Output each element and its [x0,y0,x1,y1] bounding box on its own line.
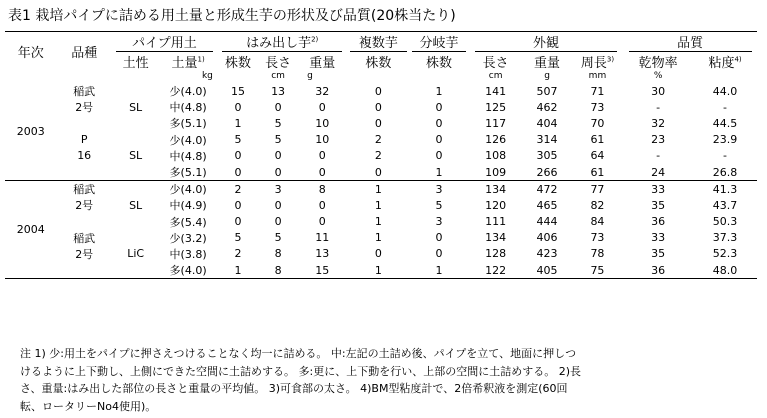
protruding-weight-cell: 13 [315,247,330,261]
protruding-weight-cell: 0 [318,149,326,163]
viscosity-cell: 50.3 [712,215,738,229]
table-row [5,262,757,279]
branched-count-cell: 0 [435,231,443,245]
branched-count-cell: 3 [435,182,443,196]
table-row [5,83,757,99]
protruding-weight-cell: 10 [315,116,330,130]
app-length-cell: 109 [485,165,507,179]
circumference-cell: 73 [590,231,605,245]
variety-cell: 2号 [75,199,94,213]
dry-matter-cell: 24 [651,165,666,179]
header-protruding-count: 株数 [224,56,251,71]
protruding-length-cell: 0 [274,165,282,179]
variety-cell [56,262,112,279]
soil-type-cell [112,132,159,148]
protruding-length-cell: 0 [274,149,282,163]
soil-type-cell: SL [129,100,143,114]
soil-amount-cell: 中(4.9) [169,199,207,213]
unit-length: cm [271,71,285,81]
header-dry-matter: 乾物率 [638,56,678,71]
soil-amount-cell: 少(4.0) [169,85,207,99]
viscosity-cell: - [723,100,728,114]
soil-type-cell [112,164,159,181]
multiple-count-cell: 0 [374,247,382,261]
branched-count-cell: 0 [435,149,443,163]
unit-circumference: mm [588,71,607,81]
protruding-count-cell: 15 [230,84,245,98]
protruding-weight-cell: 11 [315,231,330,245]
header-variety: 品種 [71,46,98,61]
protruding-count-cell: 0 [234,100,242,114]
circumference-cell: 84 [590,215,605,229]
app-weight-cell: 405 [536,263,558,277]
app-length-cell: 122 [485,263,507,277]
viscosity-cell: 43.7 [712,198,738,212]
multiple-count-cell: 0 [374,100,382,114]
protruding-weight-cell: 0 [318,215,326,229]
dry-matter-cell: 35 [651,247,666,261]
protruding-count-cell: 0 [234,198,242,212]
soil-type-cell [112,83,159,99]
viscosity-cell: 44.0 [712,84,738,98]
protruding-length-cell: 5 [274,116,282,130]
table-row [5,197,757,213]
dry-matter-cell: 35 [651,198,666,212]
table-row [5,230,757,246]
protruding-count-cell: 1 [234,116,242,130]
multiple-count-cell: 1 [374,198,382,212]
protruding-length-cell: 5 [274,133,282,147]
branched-count-cell: 0 [435,100,443,114]
variety-cell: 稲武 [73,183,96,197]
viscosity-cell: 26.8 [712,165,738,179]
app-length-cell: 120 [485,198,507,212]
branched-count-cell: 3 [435,215,443,229]
header-branched: 分岐芋 [409,32,469,53]
app-weight-cell: 423 [536,247,558,261]
variety-cell [56,164,112,181]
header-viscosity: 粘度$^{4)}$ [708,55,742,71]
circumference-cell: 64 [590,149,605,163]
soil-amount-cell: 多(5.1) [169,117,207,131]
viscosity-cell: 52.3 [712,247,738,261]
unit-app-weight: g [544,71,550,81]
circumference-cell: 82 [590,198,605,212]
multiple-count-cell: 0 [374,84,382,98]
variety-cell [56,115,112,131]
viscosity-cell: 44.5 [712,116,738,130]
viscosity-cell: 41.3 [712,182,738,196]
header-protruding: はみ出し芋$^{2)}$ [217,32,348,53]
app-weight-cell: 472 [536,182,558,196]
variety-cell: 稲武 [73,231,96,245]
table-body [5,83,757,279]
dry-matter-cell: 32 [651,116,666,130]
app-length-cell: 111 [485,215,507,229]
dry-matter-cell: 23 [651,133,666,147]
circumference-cell: 61 [590,165,605,179]
table-row [5,115,757,131]
soil-type-cell: SL [129,198,143,212]
table-row [5,148,757,164]
app-weight-cell: 266 [536,165,558,179]
protruding-weight-cell: 8 [318,182,326,196]
app-weight-cell: 462 [536,100,558,114]
branched-count-cell: 1 [435,263,443,277]
protruding-length-cell: 0 [274,100,282,114]
header-year: 年次 [17,46,44,61]
dry-matter-cell: 30 [651,84,666,98]
multiple-count-cell: 1 [374,182,382,196]
unit-dry-matter: % [653,71,663,81]
variety-cell: 稲武 [73,85,96,99]
footnote-line: さ、重量:はみ出した部位の長さと重量の平均値。 3)可食部の太さ。 4)BM型粘度計で、2倍希釈液を測定(60回 [20,382,568,395]
variety-cell [56,214,112,230]
unit-soil-amount: kg [201,71,213,81]
circumference-cell: 71 [590,84,605,98]
app-length-cell: 134 [485,231,507,245]
protruding-count-cell: 5 [234,231,242,245]
protruding-weight-cell: 10 [315,133,330,147]
soil-amount-cell: 多(5.1) [169,166,207,180]
dry-matter-cell: 36 [651,263,666,277]
circumference-cell: 70 [590,116,605,130]
app-weight-cell: 404 [536,116,558,130]
viscosity-cell: 48.0 [712,263,738,277]
circumference-cell: 75 [590,263,605,277]
protruding-length-cell: 5 [274,231,282,245]
app-length-cell: 108 [485,149,507,163]
app-weight-cell: 507 [536,84,558,98]
viscosity-cell: - [723,149,728,163]
table-row [5,181,757,198]
multiple-count-cell: 1 [374,263,382,277]
soil-type-cell [112,181,159,198]
app-length-cell: 125 [485,100,507,114]
soil-amount-cell: 少(3.2) [169,231,207,245]
dry-matter-cell: 33 [651,182,666,196]
dry-matter-cell: - [656,100,661,114]
branched-count-cell: 0 [435,116,443,130]
app-length-cell: 134 [485,182,507,196]
variety-cell: P [80,133,88,147]
header-protruding-weight: 重量 [309,56,336,71]
protruding-length-cell: 8 [274,263,282,277]
protruding-count-cell: 0 [234,215,242,229]
table-row [5,99,757,115]
header-quality: 品質 [623,32,757,53]
table-row [5,246,757,262]
header-appearance: 外観 [469,32,623,53]
app-weight-cell: 444 [536,215,558,229]
header-branched-count: 株数 [426,56,453,71]
protruding-count-cell: 5 [234,133,242,147]
soil-type-cell: LiC [127,247,145,261]
app-weight-cell: 314 [536,133,558,147]
variety-cell: 2号 [75,247,94,261]
protruding-length-cell: 0 [274,215,282,229]
soil-type-cell [112,214,159,230]
app-length-cell: 128 [485,247,507,261]
multiple-count-cell: 2 [374,133,382,147]
soil-amount-cell: 少(4.0) [169,183,207,197]
table-row [5,132,757,148]
circumference-cell: 78 [590,247,605,261]
multiple-count-cell: 0 [374,116,382,130]
header-multiple-count: 株数 [365,56,392,71]
soil-amount-cell: 少(4.0) [169,133,207,147]
circumference-cell: 73 [590,100,605,114]
protruding-count-cell: 2 [234,182,242,196]
circumference-cell: 77 [590,182,605,196]
header-app-weight: 重量 [534,56,561,71]
multiple-count-cell: 0 [374,165,382,179]
table-row [5,164,757,181]
viscosity-cell: 37.3 [712,231,738,245]
variety-cell: 2号 [75,101,94,115]
protruding-count-cell: 1 [234,263,242,277]
app-length-cell: 141 [485,84,507,98]
dry-matter-cell: 33 [651,231,666,245]
branched-count-cell: 5 [435,198,443,212]
year-cell: 2003 [16,125,45,139]
protruding-count-cell: 0 [234,149,242,163]
soil-amount-cell: 多(4.0) [169,264,207,278]
protruding-count-cell: 2 [234,247,242,261]
table-row [5,214,757,230]
year-cell: 2004 [16,223,45,237]
header-multiple: 複数芋 [348,32,410,53]
header-soil-type: 土性 [122,56,149,71]
branched-count-cell: 0 [435,133,443,147]
dry-matter-cell: - [656,149,661,163]
variety-cell: 16 [77,149,92,163]
header-circumference: 周長$^{3)}$ [580,55,615,71]
unit-app-length: cm [488,71,503,81]
unit-weight: g [307,71,313,81]
protruding-count-cell: 0 [234,165,242,179]
protruding-weight-cell: 15 [315,263,330,277]
soil-amount-cell: 中(4.8) [169,101,207,115]
header-protruding-length: 長さ [265,56,292,71]
app-length-cell: 126 [485,133,507,147]
protruding-length-cell: 8 [274,247,282,261]
protruding-weight-cell: 0 [318,165,326,179]
multiple-count-cell: 1 [374,231,382,245]
app-weight-cell: 305 [536,149,558,163]
dry-matter-cell: 36 [651,215,666,229]
soil-type-cell [112,115,159,131]
circumference-cell: 61 [590,133,605,147]
branched-count-cell: 1 [435,84,443,98]
multiple-count-cell: 1 [374,215,382,229]
header-soil-amount: 土量$^{1)}$ [171,55,205,71]
branched-count-cell: 0 [435,247,443,261]
app-weight-cell: 465 [536,198,558,212]
table-title: 表1 栽培パイプに詰める用土量と形成生芋の形状及び品質(20株当たり) [8,8,456,24]
footnotes [20,345,760,415]
protruding-weight-cell: 0 [318,198,326,212]
footnote-line: 転、ロータリーNo4使用)。 [20,399,157,413]
multiple-count-cell: 2 [374,149,382,163]
viscosity-cell: 23.9 [712,133,738,147]
app-weight-cell: 406 [536,231,558,245]
app-length-cell: 117 [485,116,507,130]
protruding-length-cell: 0 [274,198,282,212]
protruding-weight-cell: 0 [318,100,326,114]
header-pipe-soil: パイプ用土 [112,32,217,53]
soil-amount-cell: 多(5.4) [169,215,207,229]
footnote-line: 注 1) 少:用土をパイプに押さえつけることなく均一に詰める。 中:左記の土詰め後、パイプを立て、地面に押しつ [20,347,577,360]
protruding-length-cell: 3 [274,182,282,196]
soil-type-cell [112,262,159,279]
soil-type-cell [112,230,159,246]
protruding-weight-cell: 32 [315,84,330,98]
protruding-length-cell: 13 [271,84,286,98]
results-table [5,31,757,279]
branched-count-cell: 1 [435,165,443,179]
soil-amount-cell: 中(3.8) [169,247,207,261]
header-app-length: 長さ [482,56,509,71]
soil-amount-cell: 中(4.8) [169,149,207,163]
footnote-line: けるように上下動し、上側にできた空間に土詰めする。 多:更に、上下動を行い、上部の空間に土詰めする。 2)長 [20,364,581,378]
soil-type-cell: SL [129,149,143,163]
